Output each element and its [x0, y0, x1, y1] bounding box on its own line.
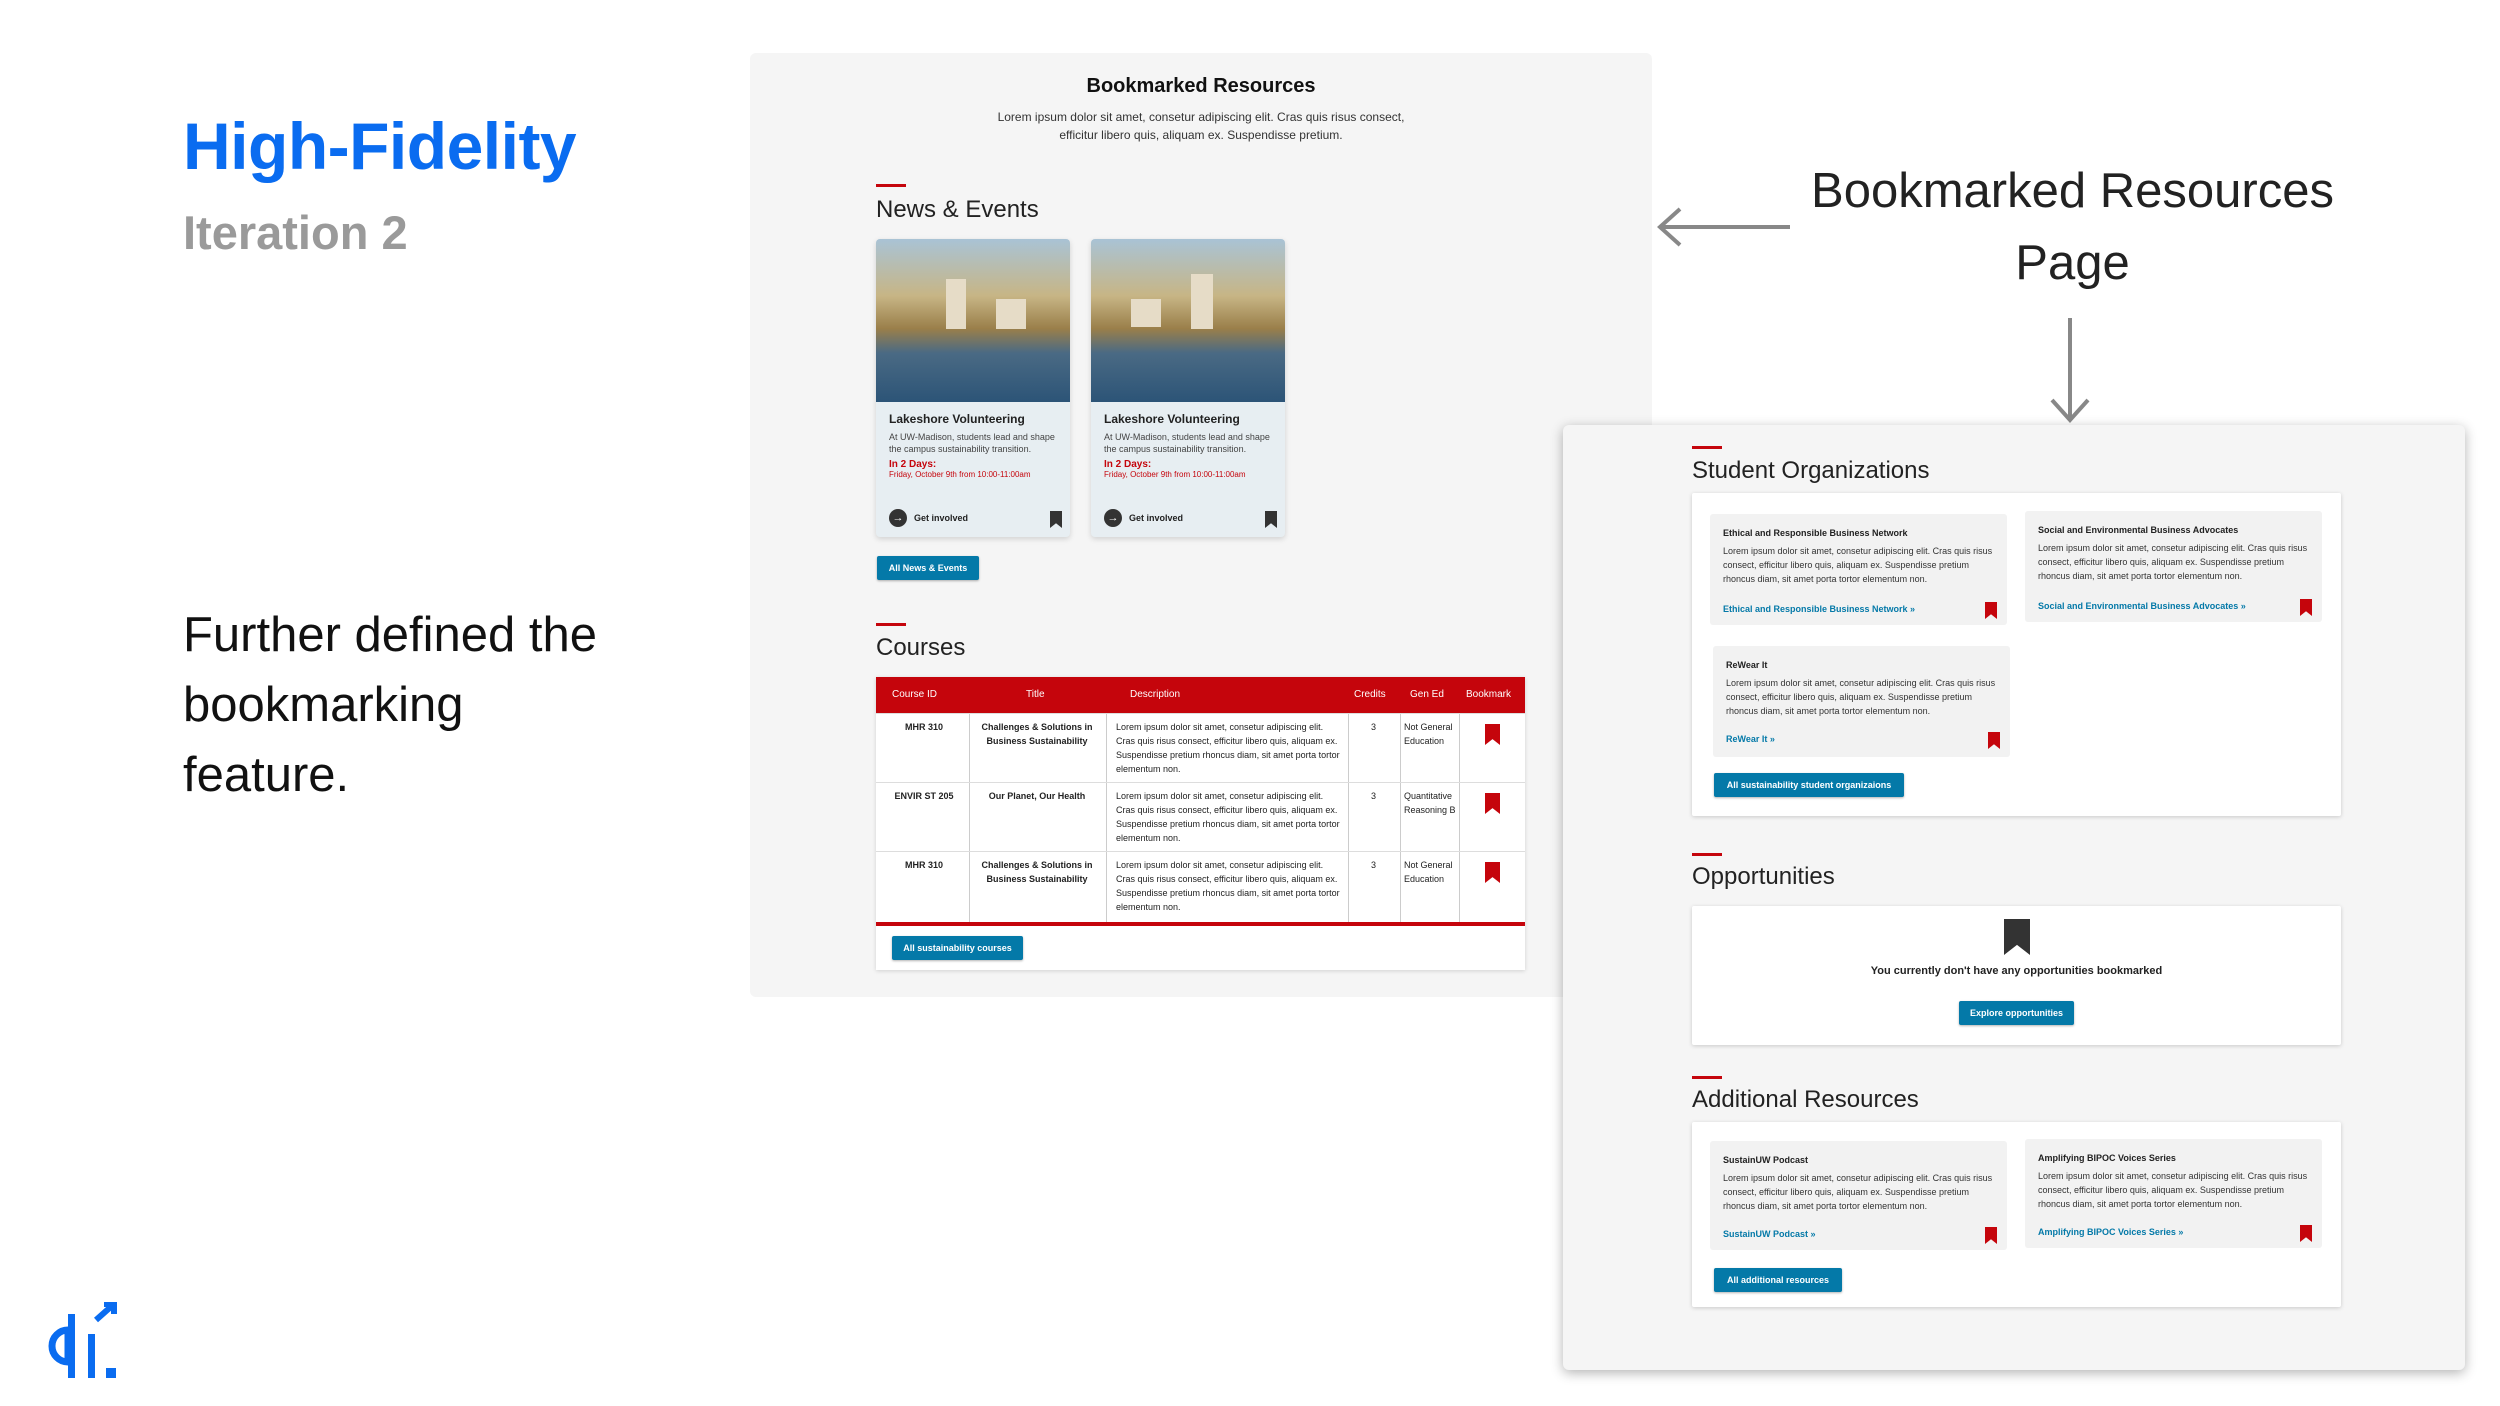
- card-countdown: In 2 Days:: [1104, 459, 1152, 470]
- orgs-section-title: Student Organizations: [1692, 457, 1930, 484]
- course-title: Challenges & Solutions in Business Sustainability: [981, 860, 1093, 884]
- org-link[interactable]: Ethical and Responsible Business Network »: [1723, 604, 1916, 614]
- org-name: ReWear It: [1726, 660, 1768, 670]
- org-desc: Lorem ipsum dolor sit amet, consetur adipiscing elit. Cras quis risus consect, efficitur libero quis, aliquam ex. Suspendisse pretium rhoncus diam, sit amet porta tortor elementum non.: [1726, 678, 1996, 716]
- campus-photo: [876, 239, 1070, 402]
- col-header: Gen Ed: [1410, 689, 1444, 700]
- opps-box: [1692, 906, 2341, 1045]
- card-date: Friday, October 9th from 10:00-11:00am: [1104, 470, 1246, 479]
- table-row: [876, 851, 1525, 922]
- table-row: [876, 713, 1525, 782]
- org-link[interactable]: Social and Environmental Business Advocates »: [2038, 601, 2246, 611]
- bookmark-icon[interactable]: [1050, 511, 1062, 528]
- resource-name: Amplifying BIPOC Voices Series: [2038, 1153, 2176, 1163]
- course-title: Our Planet, Our Health: [988, 791, 1086, 801]
- org-desc: Lorem ipsum dolor sit amet, consetur adipiscing elit. Cras quis risus consect, efficitur libero quis, aliquam ex. Suspendisse pretium rhoncus diam, sit amet porta tortor elementum non.: [1723, 546, 1993, 584]
- course-gened: Not General Education: [1404, 860, 1453, 884]
- opps-section-title: Opportunities: [1692, 863, 1835, 890]
- bookmark-icon[interactable]: [2300, 599, 2312, 616]
- get-involved-link[interactable]: [1104, 509, 1183, 527]
- page-callout: [1805, 155, 2340, 299]
- bookmark-icon[interactable]: [2300, 1225, 2312, 1242]
- course-id: MHR 310: [904, 722, 943, 732]
- table-footer-bar: [876, 922, 1525, 926]
- course-gened: Quantitative Reasoning B: [1404, 791, 1456, 815]
- explore-opportunities-button[interactable]: Explore opportunities: [1959, 1001, 2074, 1025]
- course-credits: 3: [1371, 791, 1377, 801]
- org-link[interactable]: ReWear It »: [1726, 734, 1775, 744]
- org-name: Ethical and Responsible Business Network: [1723, 528, 1908, 538]
- all-orgs-button[interactable]: All sustainability student organizaions: [1714, 773, 1904, 797]
- course-credits: 3: [1371, 722, 1377, 732]
- bookmark-icon: [2004, 919, 2030, 955]
- card-desc: At UW-Madison, students lead and shape the campus sustainability transition.: [1104, 432, 1270, 454]
- slide-description: Further defined the bookmarking feature.: [183, 608, 598, 802]
- card-title: Lakeshore Volunteering: [1104, 412, 1240, 426]
- org-card[interactable]: [1710, 514, 2007, 625]
- course-desc: Lorem ipsum dolor sit amet, consetur adipiscing elit. Cras quis risus consect, efficitur libero quis, aliquam ex. Suspendisse pretium rhoncus diam, sit amet porta tortor elementum non.: [1116, 722, 1340, 774]
- di-logo-icon: [42, 1302, 132, 1382]
- resource-card[interactable]: [1710, 1141, 2007, 1250]
- bookmark-icon[interactable]: [1988, 732, 2000, 749]
- col-header: Course ID: [892, 689, 938, 700]
- card-desc: At UW-Madison, students lead and shape the campus sustainability transition.: [889, 432, 1055, 454]
- bookmark-icon[interactable]: [1985, 1227, 1997, 1244]
- news-section-title: News & Events: [876, 196, 1039, 223]
- cta-label: Get involved: [914, 513, 969, 523]
- slide-title: High-Fidelity: [183, 109, 577, 183]
- course-desc: Lorem ipsum dolor sit amet, consetur adipiscing elit. Cras quis risus consect, efficitur libero quis, aliquam ex. Suspendisse pretium rhoncus diam, sit amet porta tortor elementum non.: [1116, 860, 1340, 912]
- page-title: Bookmarked Resources: [1086, 75, 1316, 97]
- card-title: Lakeshore Volunteering: [889, 412, 1025, 426]
- bookmark-icon[interactable]: [1485, 862, 1500, 883]
- course-id: ENVIR ST 205: [894, 791, 954, 801]
- course-id: MHR 310: [904, 860, 943, 870]
- bookmark-icon[interactable]: [1265, 511, 1277, 528]
- col-header: Credits: [1354, 689, 1386, 700]
- opps-empty-message: You currently don't have any opportunities bookmarked: [1870, 965, 2163, 977]
- table-header: [876, 677, 1525, 713]
- section-accent: [1692, 853, 1722, 856]
- org-card[interactable]: [2025, 511, 2322, 622]
- bookmark-icon[interactable]: [1485, 793, 1500, 814]
- arrow-down-icon: [2052, 318, 2088, 420]
- all-additional-button[interactable]: All additional resources: [1714, 1268, 1842, 1292]
- section-accent: [1692, 1076, 1722, 1079]
- course-desc: Lorem ipsum dolor sit amet, consetur adipiscing elit. Cras quis risus consect, efficitur libero quis, aliquam ex. Suspendisse pretium rhoncus diam, sit amet porta tortor elementum non.: [1116, 791, 1340, 843]
- bookmark-icon[interactable]: [1985, 602, 1997, 619]
- resource-card[interactable]: [2025, 1139, 2322, 1248]
- campus-photo: [1091, 239, 1285, 402]
- section-accent: [876, 623, 906, 626]
- page-intro: Lorem ipsum dolor sit amet, consetur adipiscing elit. Cras quis risus consect, efficitur libero quis, aliquam ex. Suspendisse pretium.: [997, 110, 1405, 142]
- resource-desc: Lorem ipsum dolor sit amet, consetur adipiscing elit. Cras quis risus consect, efficitur libero quis, aliquam ex. Suspendisse pretium rhoncus diam, sit amet porta tortor elementum non.: [2038, 1171, 2308, 1209]
- card-countdown: In 2 Days:: [889, 459, 937, 470]
- arrow-left-icon: [1660, 209, 1790, 245]
- all-news-button[interactable]: All News & Events: [877, 556, 979, 580]
- event-card[interactable]: [876, 239, 1070, 537]
- section-accent: [1692, 446, 1722, 449]
- org-name: Social and Environmental Business Advocates: [2038, 525, 2239, 535]
- additional-section-title: Additional Resources: [1692, 1086, 1919, 1113]
- col-header: Title: [1026, 689, 1045, 700]
- section-accent: [876, 184, 906, 187]
- orgs-box: [1692, 493, 2341, 816]
- arrow-right-icon: →: [889, 509, 907, 527]
- org-card[interactable]: [1713, 646, 2010, 757]
- course-title: Challenges & Solutions in Business Sustainability: [981, 722, 1093, 746]
- arrow-right-icon: →: [1104, 509, 1122, 527]
- resource-desc: Lorem ipsum dolor sit amet, consetur adipiscing elit. Cras quis risus consect, efficitur libero quis, aliquam ex. Suspendisse pretium rhoncus diam, sit amet porta tortor elementum non.: [1723, 1173, 1993, 1211]
- resource-link[interactable]: Amplifying BIPOC Voices Series »: [2038, 1227, 2184, 1237]
- col-header: Description: [1130, 689, 1181, 700]
- bookmarked-resources-panel-lower: [1563, 425, 2465, 1370]
- resource-link[interactable]: SustainUW Podcast »: [1723, 1229, 1816, 1239]
- get-involved-link[interactable]: [889, 509, 968, 527]
- table-row: [876, 782, 1525, 851]
- course-gened: Not General Education: [1404, 722, 1453, 746]
- org-desc: Lorem ipsum dolor sit amet, consetur adipiscing elit. Cras quis risus consect, efficitur libero quis, aliquam ex. Suspendisse pretium rhoncus diam, sit amet porta tortor elementum non.: [2038, 543, 2308, 581]
- additional-box: [1692, 1122, 2341, 1307]
- card-date: Friday, October 9th from 10:00-11:00am: [889, 470, 1031, 479]
- cta-label: Get involved: [1129, 513, 1184, 523]
- callout-line-1: Bookmarked Resources: [1811, 164, 2334, 218]
- resource-name: SustainUW Podcast: [1723, 1155, 1809, 1165]
- bookmark-icon[interactable]: [1485, 724, 1500, 745]
- all-courses-button[interactable]: All sustainability courses: [892, 936, 1023, 960]
- slide-subtitle: Iteration 2: [183, 206, 408, 259]
- courses-section-title: Courses: [876, 634, 966, 661]
- callout-line-2: Page: [2015, 236, 2130, 290]
- course-credits: 3: [1371, 860, 1377, 870]
- col-header: Bookmark: [1466, 689, 1512, 700]
- event-card[interactable]: [1091, 239, 1285, 537]
- courses-table: [876, 677, 1525, 970]
